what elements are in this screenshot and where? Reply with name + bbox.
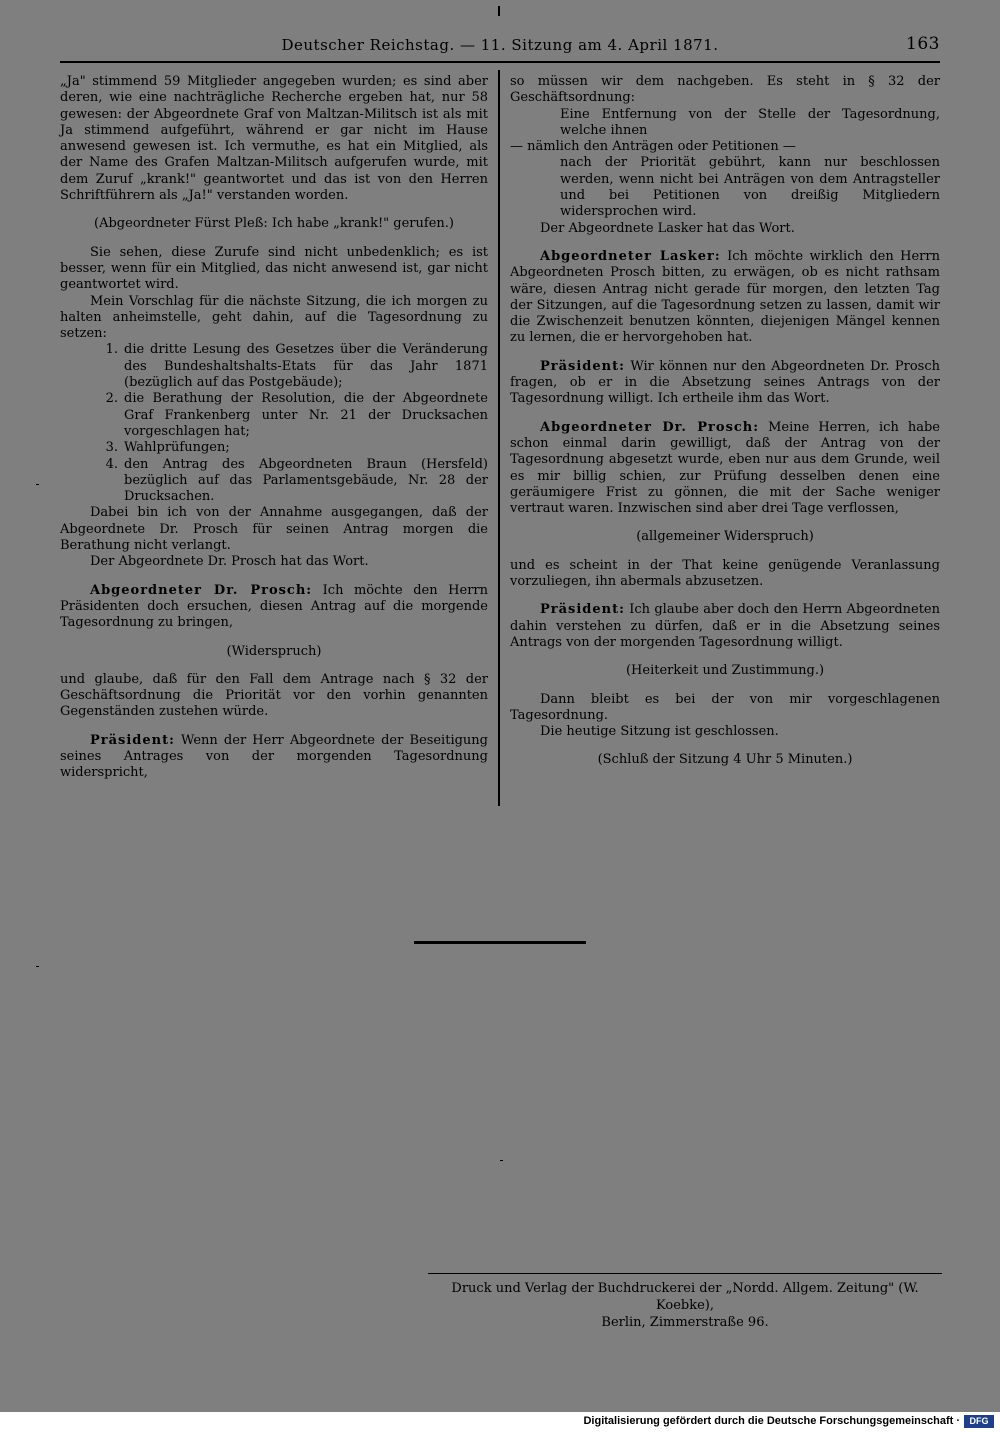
paragraph-gap: [510, 237, 940, 249]
column-divider: [498, 70, 500, 806]
paragraph-text: — nämlich den Anträgen oder Petitionen —: [510, 139, 796, 155]
paragraph: [510, 724, 940, 740]
paragraph-text: Dabei bin ich von der Annahme ausgegangen, daß der Abgeordnete Dr. Prosch für seinen Antrag morgen die Berathung nicht verlangt.: [60, 505, 488, 554]
agenda-text: Wahlprüfungen;: [124, 440, 230, 456]
speaker-name: Präsident:: [540, 358, 625, 374]
agenda-text: den Antrag des Abgeordneten Braun (Hersfeld) bezüglich auf das Parlamentsgebäude, Nr. 28 der Drucksachen.: [124, 456, 488, 505]
stage-direction: [60, 644, 488, 660]
paragraph-text: nach der Priorität gebührt, kann nur beschlossen werden, wenn nicht bei Anträgen von dem Antragsteller und bei Petitionen von dreißig Mitgliedern widersprochen wird.: [560, 155, 940, 220]
paragraph-gap: [510, 347, 940, 359]
speaker-name: Abgeordneter Dr. Prosch:: [90, 582, 313, 598]
paragraph-text: Mein Vorschlag für die nächste Sitzung, die ich morgen zu halten anheimstelle, geht dahin, auf die Tagesordnung zu setzen:: [60, 293, 488, 342]
imprint-line-1: Druck und Verlag der Buchdruckerei der „Nordd. Allgem. Zeitung" (W. Koebke),: [451, 1281, 919, 1313]
paragraph: [60, 245, 488, 294]
paragraph-text: Wir können nur den Abgeordneten Dr. Prosch fragen, ob er in die Absetzung seines Antrags von der Tagesordnung willigt. Ich ertheile ihm das Wort.: [510, 358, 940, 407]
paragraph-gap: [510, 590, 940, 602]
paragraph-text: (Schluß der Sitzung 4 Uhr 5 Minuten.): [597, 752, 853, 768]
paragraph-text: Meine Herren, ich habe schon einmal darin gewilligt, daß der Antrag von der Tagesordnung abgesetzt wurde, eben nur aus dem Grunde, weil es mir billig schien, zur Prüfung desselben denen eine geräumigere Frist zu gönnen, die mit der Sache weniger vertraut waren. Inzwischen sind aber drei Tage verflossen,: [510, 419, 940, 517]
agenda-item: [90, 440, 488, 456]
speech-paragraph: [510, 359, 940, 408]
speaker-name: Abgeordneter Lasker:: [540, 248, 721, 264]
agenda-item: [90, 391, 488, 440]
paragraph-text: und glaube, daß für den Fall dem Antrage nach § 32 der Geschäftsordnung die Priorität vor den vorhin genannten Gegenständen zustehen würde.: [60, 671, 488, 720]
left-column: [60, 74, 488, 782]
speaker-name: Abgeordneter Dr. Prosch:: [540, 419, 760, 435]
right-column: [510, 74, 940, 781]
digitization-footer: [0, 1412, 1000, 1432]
running-head: [60, 34, 940, 60]
imprint-line-2: Berlin, Zimmerstraße 96.: [601, 1315, 769, 1330]
speech-paragraph: [510, 249, 940, 347]
stage-direction: [510, 663, 940, 679]
left-column-part-1: [60, 74, 488, 342]
speaker-name: Präsident:: [90, 732, 175, 748]
paragraph: [510, 139, 940, 155]
paragraph-text: so müssen wir dem nachgeben. Es steht in § 32 der Geschäftsordnung:: [510, 74, 940, 106]
paragraph-text: Die heutige Sitzung ist geschlossen.: [540, 724, 779, 740]
stage-direction: [510, 529, 940, 545]
stage-direction: [510, 752, 940, 768]
page-number: 163: [906, 34, 940, 54]
agenda-item: [90, 342, 488, 391]
funding-credit: Digitalisierung gefördert durch die Deutsche Forschungsgemeinschaft ·: [583, 1415, 960, 1427]
paragraph: [60, 554, 488, 570]
agenda-number: 2.: [105, 391, 118, 407]
agenda-list: [90, 342, 488, 505]
running-head-title: Deutscher Reichstag. — 11. Sitzung am 4. April 1871.: [281, 36, 719, 54]
left-column-part-2: [60, 505, 488, 781]
paragraph: [510, 74, 940, 107]
agenda-text: die dritte Lesung des Gesetzes über die Veränderung des Bundeshaltshalts-Etats für das Jahr 1871 (bezüglich auf das Postgebäude);: [124, 342, 488, 391]
speech-paragraph: [510, 420, 940, 518]
paragraph-gap: [60, 571, 488, 583]
paragraph-text: (Widerspruch): [226, 643, 322, 659]
agenda-number: 4.: [105, 456, 118, 472]
paragraph-text: Wenn der Herr Abgeordnete der Beseitigung seines Antrages von der morgenden Tagesordnung widerspricht,: [60, 732, 488, 781]
paragraph: [510, 558, 940, 591]
paragraph: [60, 672, 488, 721]
quoted-rule: [560, 155, 940, 220]
paragraph: [510, 692, 940, 725]
paragraph-text: Sie sehen, diese Zurufe sind nicht unbedenklich; es ist besser, wenn für ein Mitglied, das nicht anwesend ist, gar nicht geantwortet wird.: [60, 244, 488, 293]
agenda-text: die Berathung der Resolution, die der Abgeordnete Graf Frankenberg unter Nr. 21 der Drucksachen vorgeschlagen hat;: [124, 391, 488, 439]
right-column-body: [510, 74, 940, 769]
paragraph: [510, 221, 940, 237]
header-rule: [60, 61, 940, 63]
speaker-name: Präsident:: [540, 602, 625, 618]
paragraph-text: (Heiterkeit und Zustimmung.): [625, 663, 825, 679]
agenda-number: 1.: [105, 342, 118, 358]
paragraph-text: (Abgeordneter Fürst Pleß: Ich habe „krank!" gerufen.): [94, 216, 454, 232]
paragraph-text: Eine Entfernung von der Stelle der Tagesordnung, welche ihnen: [560, 106, 940, 138]
paragraph-text: Dann bleibt es bei der von mir vorgeschlagenen Tagesordnung.: [510, 691, 940, 723]
paragraph-text: und es scheint in der That keine genügende Veranlassung vorzuliegen, ihn abermals abzusetzen.: [510, 557, 940, 590]
speech-paragraph: [60, 583, 488, 632]
paragraph-text: Der Abgeordnete Lasker hat das Wort.: [540, 220, 795, 236]
paragraph-gap: [510, 408, 940, 420]
speech-paragraph: [60, 733, 488, 782]
paragraph-text: „Ja" stimmend 59 Mitglieder angegeben wurden; es sind aber deren, wie eine nachträgliche Recherche ergeben hat, nur 58 gewesen: der Abgeordnete Graf von Maltzan-Militsch ist als mit Ja stimmend aufgeführt, während er gar nicht im Hause anwesend gewesen ist. Ich vermuthe, es hat ein Mitglied, als der Name des Grafen Maltzan-Militsch aufgerufen wurde, mit dem Zuruf „krank!" geantwortet und das ist von den Herren Schriftführern als „Ja!" verstanden worden.: [60, 74, 488, 204]
paragraph-gap: [60, 721, 488, 733]
paragraph-text: Ich möchte wirklich den Herrn Abgeordneten Prosch bitten, zu erwägen, ob es nicht rathsam wäre, diesen Antrag nicht gerade für morgen, den letzten Tag der Sitzungen, auf die Tagesordnung setzen zu lassen, damit wir die Zwischenzeit benutzen könnten, diejenigen Mängel kennen zu lernen, die er hervorgehoben hat.: [510, 248, 940, 346]
dfg-logo: DFG: [964, 1415, 994, 1428]
imprint: [428, 1280, 942, 1331]
paragraph: [60, 505, 488, 554]
scan-speck: [500, 1160, 503, 1161]
scan-mark: [498, 6, 500, 16]
scan-speck: [36, 484, 39, 485]
scan-speck: [36, 966, 39, 967]
quoted-rule: [560, 107, 940, 140]
agenda-number: 3.: [105, 440, 118, 456]
paragraph-text: Ich möchte den Herrn Präsidenten doch ersuchen, diesen Antrag auf die morgende Tagesordnung zu bringen,: [60, 582, 488, 631]
stage-direction: [60, 216, 488, 232]
paragraph: [60, 294, 488, 343]
paragraph-text: (allgemeiner Widerspruch): [636, 529, 814, 545]
paragraph: [60, 74, 488, 204]
agenda-item: [90, 457, 488, 506]
speech-paragraph: [510, 602, 940, 651]
end-rule: [414, 941, 586, 944]
imprint-rule: [428, 1273, 942, 1274]
paragraph-text: Ich glaube aber doch den Herrn Abgeordneten dahin verstehen zu dürfen, daß er in die Absetzung seines Antrags von der morgenden Tagesordnung willigt.: [510, 602, 940, 650]
paragraph-text: Der Abgeordnete Dr. Prosch hat das Wort.: [90, 554, 369, 570]
